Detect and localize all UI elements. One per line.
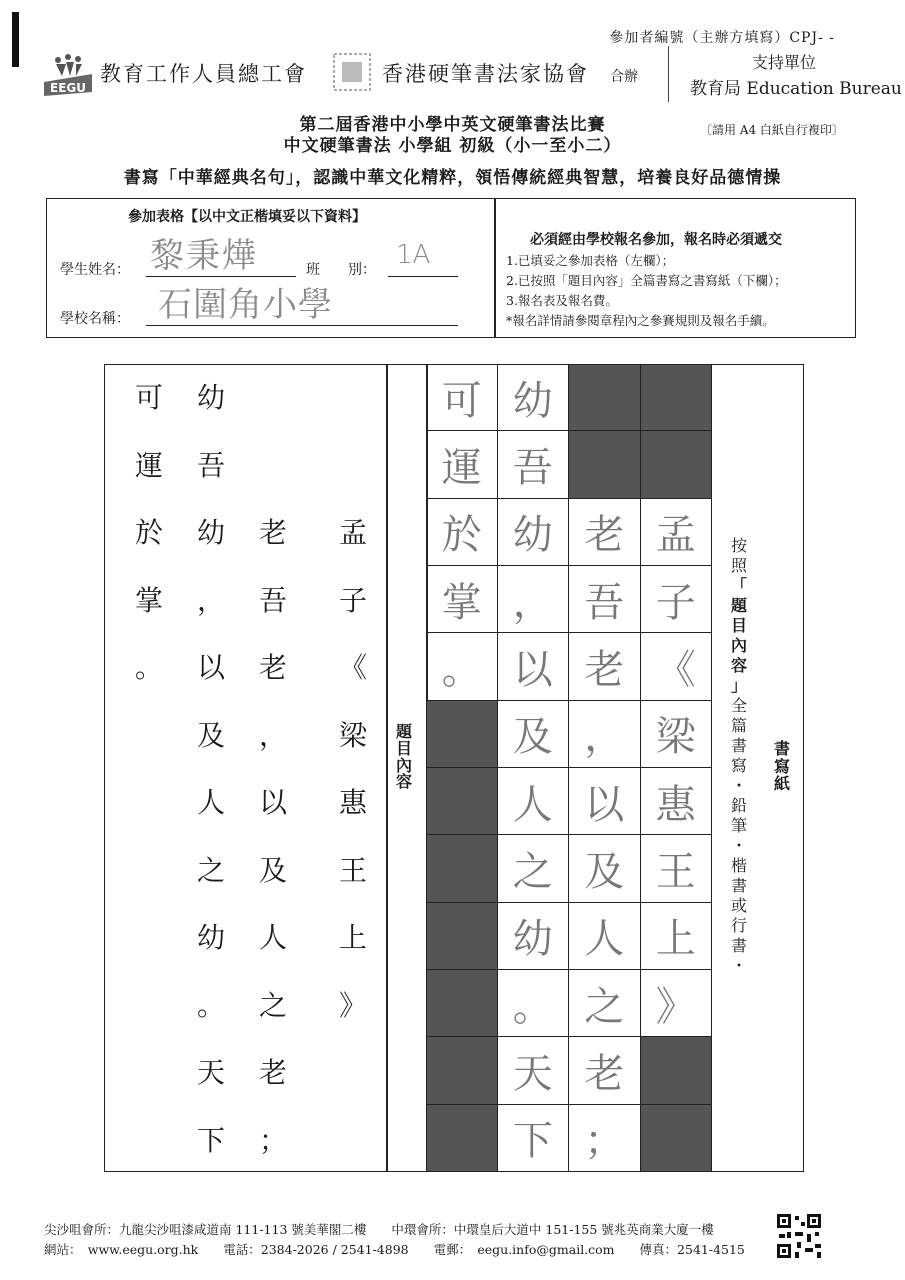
requirements-heading: 必須經由學校報名參加，報名時必須遞交 bbox=[530, 232, 782, 248]
column-character: 可 bbox=[134, 381, 163, 414]
education-bureau-label: 教育局 Education Bureau bbox=[690, 79, 902, 99]
column-character: ・ bbox=[730, 836, 747, 855]
column-character: 及 bbox=[258, 853, 287, 887]
org-eegu-name: 教育工作人員總工會 bbox=[100, 62, 307, 86]
entry-form-divider bbox=[494, 198, 496, 338]
grid-cell-shaded[interactable] bbox=[426, 1105, 498, 1172]
column-character: 紙 bbox=[773, 774, 790, 794]
grid-cell-shaded[interactable] bbox=[641, 431, 713, 498]
column-character: 題 bbox=[395, 722, 412, 741]
column-character: 幼 bbox=[196, 381, 225, 414]
student-name-value[interactable]: 黎秉燁 bbox=[150, 236, 258, 276]
column-character: 楷 bbox=[730, 856, 747, 875]
slogan: 書寫「中華經典名句」，認識中華文化精粹，領悟傳統經典智慧，培養良好品德情操 bbox=[123, 168, 782, 188]
column-character: 人 bbox=[258, 921, 287, 954]
grid-cell[interactable]: 天 bbox=[498, 1037, 570, 1104]
topic-divider-left bbox=[386, 364, 388, 1172]
instruction-pre bbox=[728, 536, 750, 576]
grid-cell[interactable]: 之 bbox=[498, 835, 570, 902]
column-character: 上 bbox=[338, 921, 367, 954]
writing-paper-label bbox=[772, 740, 792, 793]
paper-note: 〔請用 A4 白紙自行複印〕 bbox=[700, 123, 844, 137]
column-character: 按 bbox=[730, 536, 747, 555]
topic-label bbox=[394, 724, 414, 791]
column-character: ； bbox=[258, 1123, 287, 1157]
footer-address: 尖沙咀會所：九龍尖沙咀漆咸道南 111-113 號美華閣二樓 中環會所：中環皇后大道中 151-155 號兆英商業大廈一樓 bbox=[44, 1222, 714, 1237]
grid-cell[interactable]: 。 bbox=[498, 970, 570, 1037]
column-character: 」 bbox=[730, 676, 747, 695]
column-character: ， bbox=[196, 583, 225, 617]
grid-cell[interactable]: 老 bbox=[569, 499, 641, 566]
grid-cell[interactable]: 上 bbox=[641, 903, 713, 970]
passage-column-2 bbox=[243, 516, 303, 1194]
grid-cell[interactable]: 老 bbox=[569, 1037, 641, 1104]
column-character: 書 bbox=[773, 739, 790, 758]
writing-grid[interactable] bbox=[426, 364, 712, 1172]
grid-cell-shaded[interactable] bbox=[426, 835, 498, 902]
instruction-post bbox=[728, 696, 750, 976]
grid-cell-shaded[interactable] bbox=[569, 431, 641, 498]
column-character: 老 bbox=[258, 516, 287, 549]
grid-cell[interactable]: 之 bbox=[569, 970, 641, 1037]
requirement-item: 2.已按照「題目內容」全篇書寫之書寫紙（下欄）； bbox=[506, 273, 787, 288]
column-character: 》 bbox=[338, 988, 367, 1022]
column-character: 寫 bbox=[773, 756, 790, 776]
column-character: 筆 bbox=[730, 816, 747, 835]
participant-number-label: 參加者編號（主辦方填寫）CPJ- - bbox=[609, 30, 835, 46]
grid-cell[interactable]: ， bbox=[498, 566, 570, 633]
class-line bbox=[388, 276, 458, 277]
column-character: 幼 bbox=[196, 516, 225, 549]
grid-cell[interactable]: 吾 bbox=[498, 431, 570, 498]
grid-cell-shaded[interactable] bbox=[426, 1037, 498, 1104]
grid-cell[interactable]: ， bbox=[569, 701, 641, 768]
column-character: 及 bbox=[196, 718, 225, 752]
column-character: 以 bbox=[196, 651, 225, 684]
grid-cell[interactable]: 梁 bbox=[641, 701, 713, 768]
column-character: 書 bbox=[730, 876, 747, 895]
grid-cell[interactable]: 可 bbox=[426, 364, 498, 431]
column-character: 內 bbox=[395, 755, 412, 775]
requirement-item: 1.已填妥之參加表格（左欄）； bbox=[506, 253, 675, 268]
svg-text:EEGU: EEGU bbox=[50, 81, 86, 95]
school-name-label: 學校名稱： bbox=[60, 311, 130, 327]
column-character: 照 bbox=[730, 556, 747, 575]
passage-column-1 bbox=[323, 516, 383, 1059]
column-character: 以 bbox=[258, 786, 287, 819]
grid-cell[interactable]: 人 bbox=[498, 768, 570, 835]
grid-cell[interactable]: 以 bbox=[569, 768, 641, 835]
grid-cell[interactable]: 《 bbox=[641, 633, 713, 700]
instruction-topic bbox=[728, 576, 750, 696]
footer-contact: 網站： www.eegu.org.hk 電話：2384-2026 / 2541-4898 電郵： eegu.info@gmail.com 傳真：2541-4515 bbox=[44, 1242, 745, 1257]
grid-cell[interactable]: 子 bbox=[641, 566, 713, 633]
org-hk-calligraphy-name: 香港硬筆書法家協會 bbox=[382, 62, 589, 86]
entry-form-heading: 參加表格【以中文正楷填妥以下資料】 bbox=[128, 209, 366, 225]
column-character: 全 bbox=[730, 696, 747, 715]
column-character: 容 bbox=[395, 772, 412, 792]
grid-cell[interactable]: 吾 bbox=[569, 566, 641, 633]
grid-cell-shaded[interactable] bbox=[641, 1037, 713, 1104]
grid-cell[interactable]: 幼 bbox=[498, 903, 570, 970]
column-character: 掌 bbox=[134, 583, 163, 617]
column-character: 《 bbox=[338, 651, 367, 684]
column-character: 之 bbox=[196, 853, 225, 887]
column-character: 王 bbox=[338, 853, 367, 887]
column-character: 天 bbox=[196, 1056, 225, 1089]
grid-cell-shaded[interactable] bbox=[426, 701, 498, 768]
column-character: 。 bbox=[134, 651, 163, 684]
column-character: 惠 bbox=[338, 786, 367, 819]
school-name-value[interactable]: 石圍角小學 bbox=[158, 285, 333, 325]
grid-cell-shaded[interactable] bbox=[569, 364, 641, 431]
column-character: 目 bbox=[395, 738, 412, 758]
column-character: 老 bbox=[258, 651, 287, 684]
grid-cell[interactable]: 運 bbox=[426, 431, 498, 498]
student-name-label: 學生姓名： bbox=[60, 262, 130, 278]
grid-cell-shaded[interactable] bbox=[641, 364, 713, 431]
grid-cell[interactable]: 下 bbox=[498, 1105, 570, 1172]
column-character: 「 bbox=[730, 576, 747, 595]
column-character: 書 bbox=[730, 936, 747, 955]
column-character: 老 bbox=[258, 1056, 287, 1089]
column-character: 幼 bbox=[196, 921, 225, 954]
grid-cell[interactable]: 惠 bbox=[641, 768, 713, 835]
grid-cell[interactable]: 於 bbox=[426, 499, 498, 566]
school-name-line bbox=[146, 325, 458, 326]
column-character: 運 bbox=[134, 448, 163, 482]
registration-mark bbox=[12, 12, 19, 67]
grid-cell[interactable]: 及 bbox=[569, 835, 641, 902]
grid-cell[interactable]: 掌 bbox=[426, 566, 498, 633]
joint-label: 合辦 bbox=[610, 69, 638, 85]
column-character: 吾 bbox=[196, 448, 225, 482]
class-label: 班 別： bbox=[306, 262, 376, 278]
column-character: 題 bbox=[730, 596, 747, 615]
header-divider bbox=[668, 46, 669, 102]
grid-cell[interactable]: 幼 bbox=[498, 364, 570, 431]
column-character: 孟 bbox=[338, 516, 367, 549]
column-character: 梁 bbox=[338, 718, 367, 752]
column-character: 之 bbox=[258, 988, 287, 1022]
grid-cell[interactable]: 人 bbox=[569, 903, 641, 970]
column-character: 寫 bbox=[730, 756, 747, 775]
requirement-note: *報名詳情請參閱章程內之參賽規則及報名手續。 bbox=[506, 313, 775, 328]
column-character: 子 bbox=[338, 583, 367, 617]
column-character: ・ bbox=[730, 956, 747, 975]
calligraphy-association-seal-icon bbox=[330, 50, 374, 94]
grid-cell[interactable]: 及 bbox=[498, 701, 570, 768]
grid-cell-shaded[interactable] bbox=[426, 768, 498, 835]
column-character: 行 bbox=[730, 916, 747, 935]
passage-column-4 bbox=[119, 381, 179, 722]
grid-cell-shaded[interactable] bbox=[426, 970, 498, 1037]
column-character: 書 bbox=[730, 736, 747, 755]
column-character: 篇 bbox=[730, 716, 747, 735]
column-character: ・ bbox=[730, 776, 747, 795]
grid-cell-shaded[interactable] bbox=[641, 1105, 713, 1172]
support-unit-label: 支持單位 bbox=[752, 53, 817, 72]
column-character: 。 bbox=[196, 988, 225, 1022]
column-character: 人 bbox=[196, 786, 225, 819]
grid-cell[interactable]: 老 bbox=[569, 633, 641, 700]
column-character: 鉛 bbox=[730, 796, 747, 815]
grid-cell[interactable]: 幼 bbox=[498, 499, 570, 566]
grid-cell[interactable]: 以 bbox=[498, 633, 570, 700]
column-character: 容 bbox=[730, 656, 747, 675]
column-character: 目 bbox=[730, 616, 747, 635]
qr-code-icon bbox=[775, 1212, 823, 1260]
grid-cell[interactable]: 》 bbox=[641, 970, 713, 1037]
class-value[interactable]: 1A bbox=[396, 240, 431, 270]
grid-cell[interactable]: 。 bbox=[426, 633, 498, 700]
grid-cell-shaded[interactable] bbox=[426, 903, 498, 970]
writing-instruction bbox=[728, 536, 750, 976]
grid-cell[interactable]: ； bbox=[569, 1105, 641, 1172]
requirement-item: 3.報名表及報名費。 bbox=[506, 293, 618, 308]
grid-cell[interactable]: 王 bbox=[641, 835, 713, 902]
competition-title: 第二屆香港中小學中英文硬筆書法比賽 bbox=[299, 115, 606, 135]
column-character: 吾 bbox=[258, 583, 287, 617]
column-character: ， bbox=[258, 718, 287, 752]
passage-column-3 bbox=[181, 381, 241, 1194]
column-character: 或 bbox=[730, 896, 747, 915]
competition-subtitle: 中文硬筆書法 小學組 初級（小一至小二） bbox=[283, 136, 622, 156]
column-character: 內 bbox=[730, 636, 747, 655]
grid-cell[interactable]: 孟 bbox=[641, 499, 713, 566]
column-character: 下 bbox=[196, 1123, 225, 1157]
column-character: 於 bbox=[134, 516, 163, 549]
eegu-logo-icon bbox=[42, 52, 94, 96]
